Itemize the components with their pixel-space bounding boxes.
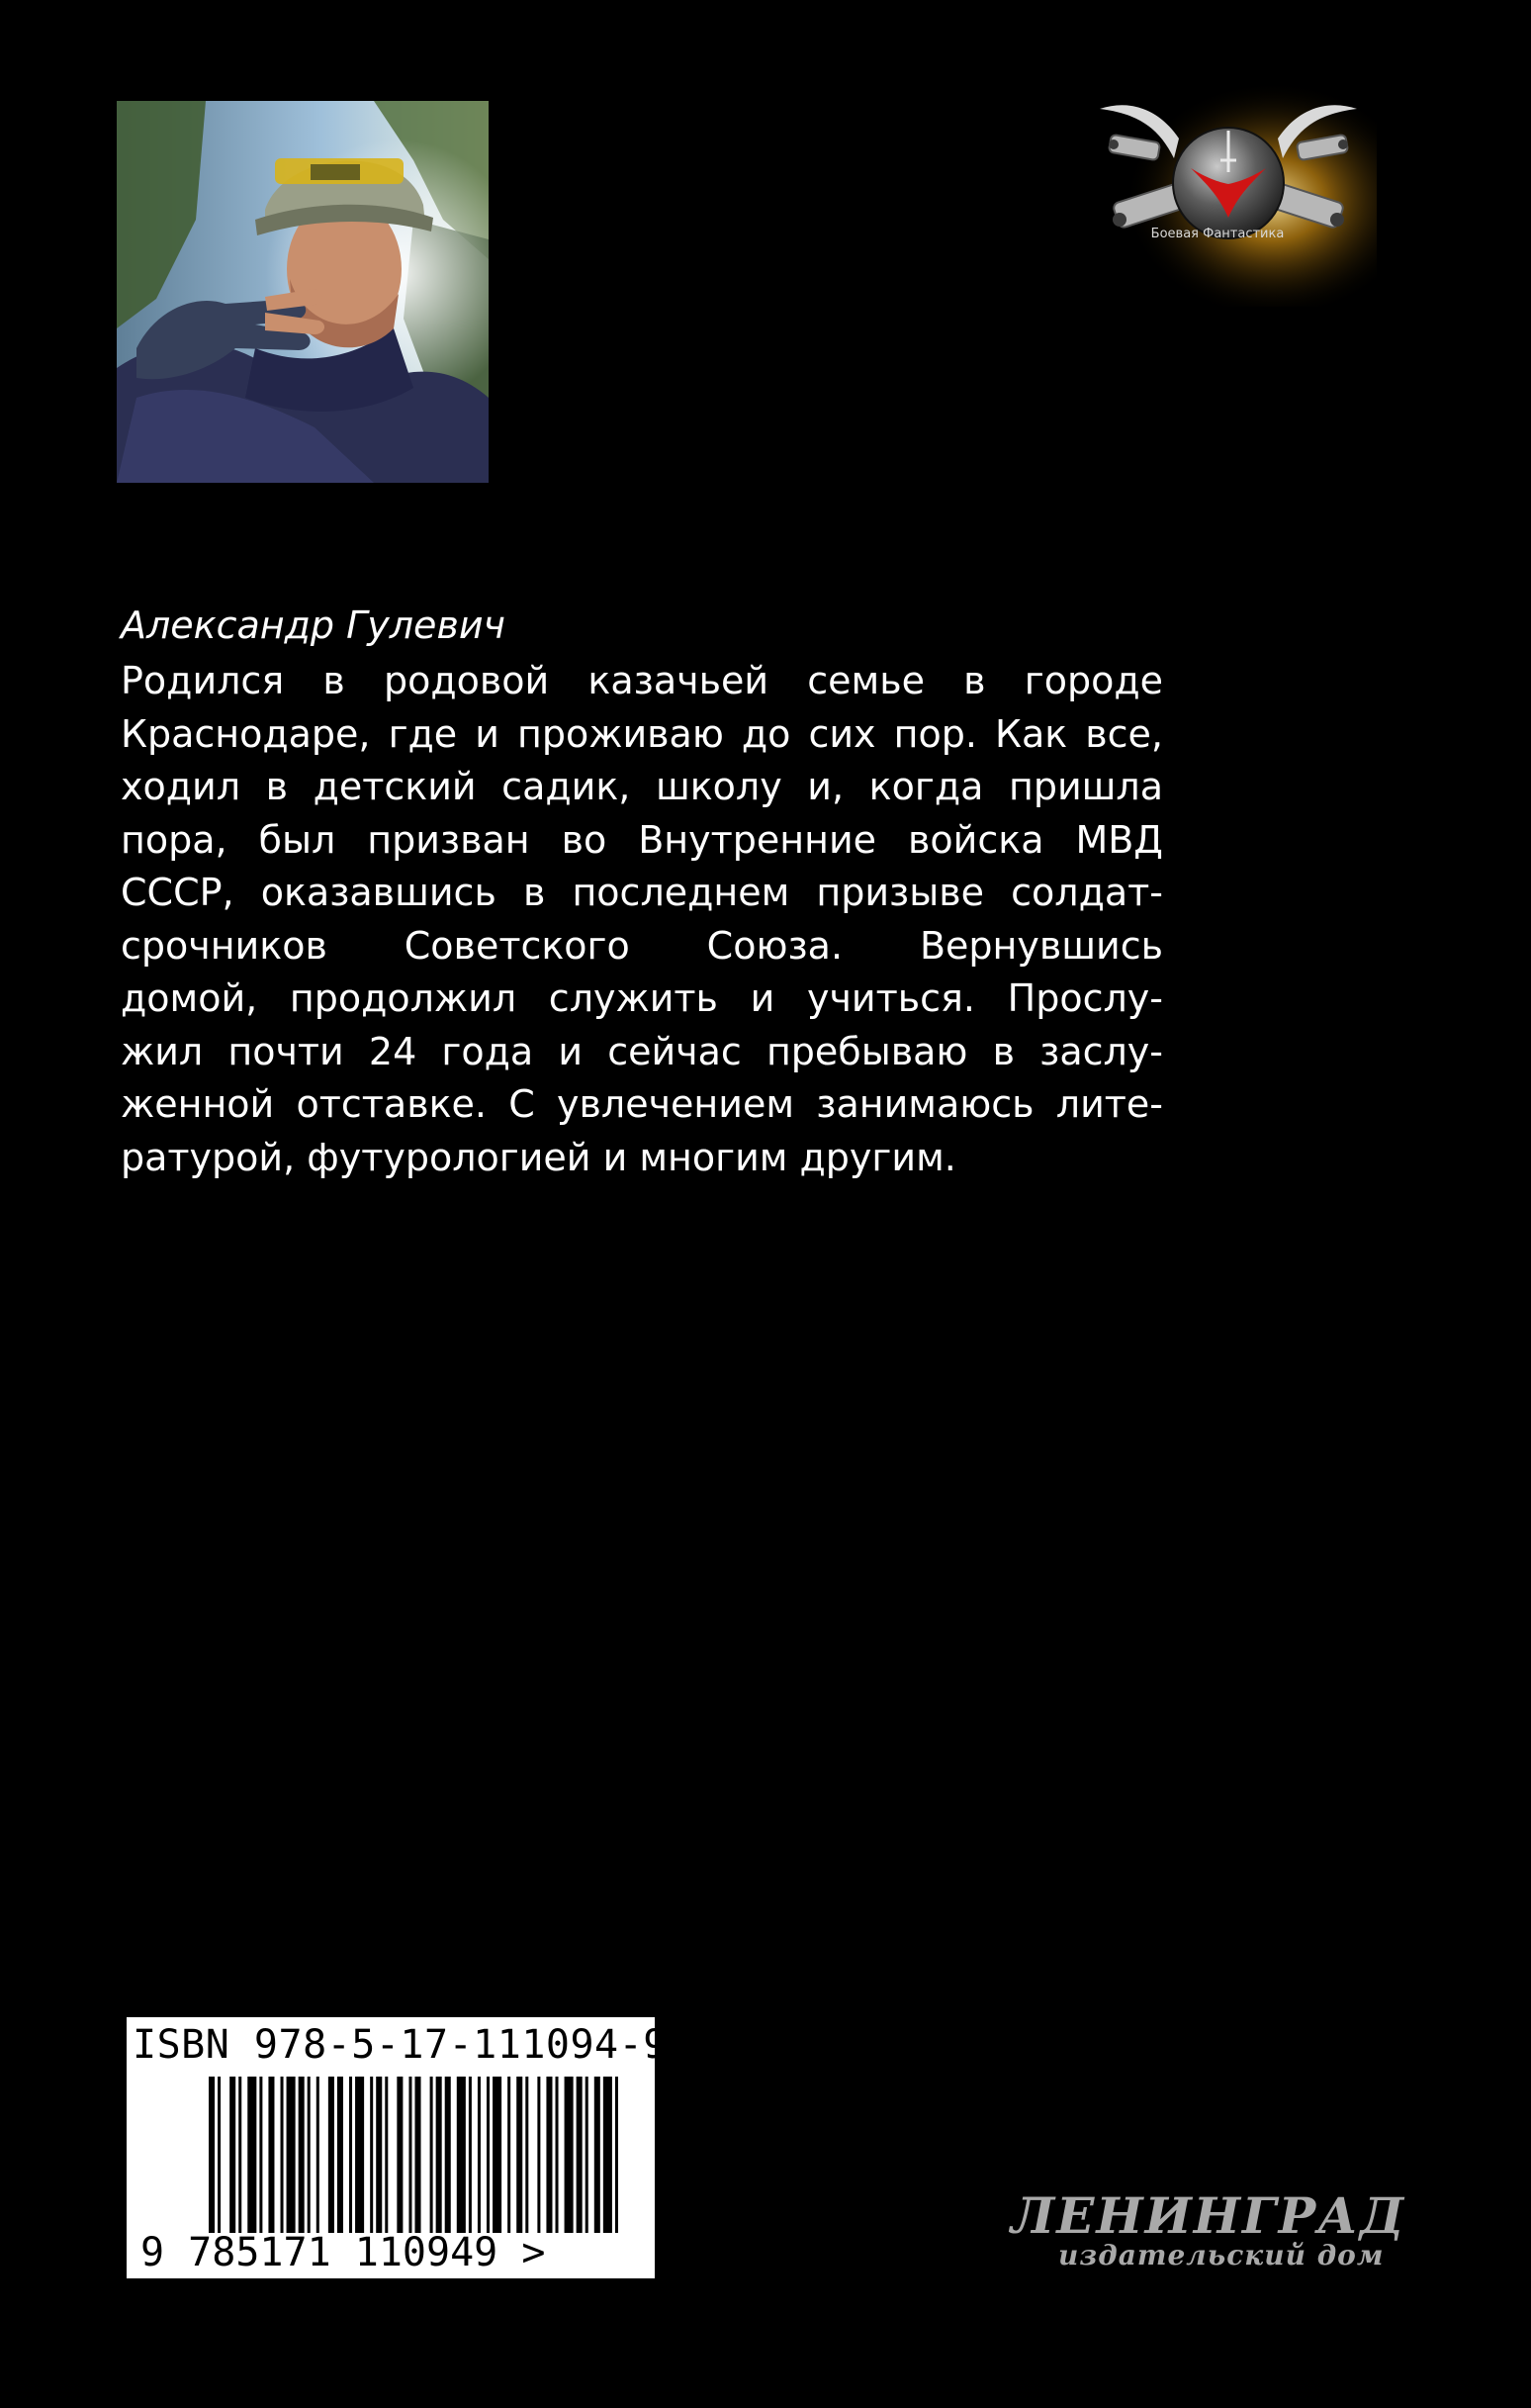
- barcode-digits: 9 785171 110949 >: [140, 2230, 546, 2275]
- barcode-bars: [209, 2077, 624, 2233]
- series-logo: [1080, 69, 1377, 307]
- isbn-barcode: [127, 2017, 668, 2278]
- publisher-logo: [1011, 2186, 1406, 2285]
- publisher-subtitle: издательский дом: [1058, 2239, 1385, 2271]
- bio-line: срочников Советского Союза. Вернувшись: [121, 923, 1163, 968]
- bio-line: жил почти 24 года и сейчас пребываю в заслу-: [121, 1029, 1163, 1073]
- author-photo: [117, 101, 489, 483]
- bio-line: домой, продолжил служить и учиться. Прослу-: [121, 976, 1163, 1020]
- bio-line: Краснодаре, где и проживаю до сих пор. Как все,: [121, 711, 1163, 756]
- bio-line: пора, был призван во Внутренние войска МВД: [121, 817, 1163, 862]
- publisher-name: ЛЕНИНГРАД: [1011, 2186, 1406, 2245]
- author-name: Александр Гулевич: [121, 603, 505, 647]
- isbn-number: ISBN 978-5-17-111094-9: [133, 2022, 668, 2068]
- series-label: Боевая Фантастика: [1150, 227, 1285, 241]
- bio-line: Родился в родовой казачьей семье в городе: [121, 659, 1163, 702]
- bio-line: женной отставке. С увлечением занимаюсь лите-: [121, 1082, 1163, 1126]
- bio-line: ходил в детский садик, школу и, когда пришла: [121, 765, 1163, 808]
- author-bio: [121, 655, 1163, 1184]
- bio-line: СССР, оказавшись в последнем призыве солдат-: [121, 871, 1163, 914]
- bio-line: ратурой, футурологией и многим другим.: [121, 1135, 956, 1179]
